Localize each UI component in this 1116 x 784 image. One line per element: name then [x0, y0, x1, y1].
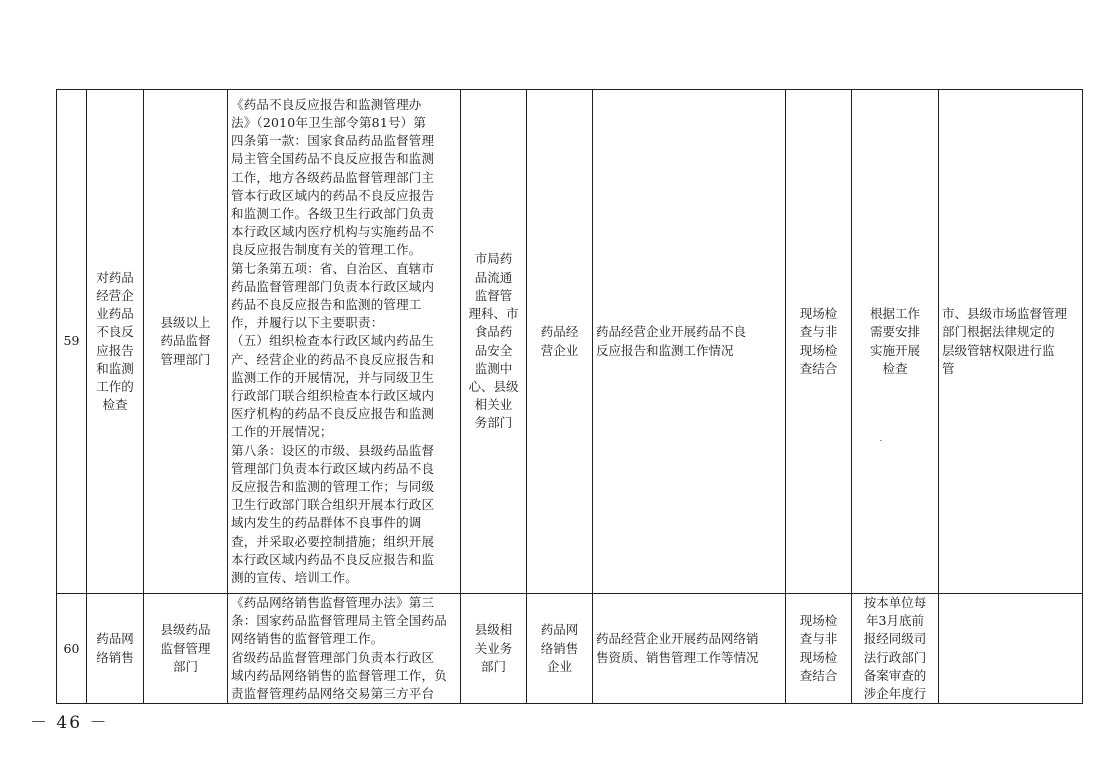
table-row	[57, 594, 1083, 704]
inspection-table	[56, 89, 1083, 704]
inspection-content: 药品经营企业开展药品不良 反应报告和监测工作情况	[593, 90, 786, 594]
responsible-department: 县级相 关业务 部门	[461, 594, 527, 704]
document-page	[56, 89, 1082, 704]
inspection-item: 药品网 络销售	[87, 594, 144, 704]
legal-basis	[228, 90, 461, 594]
table-row	[57, 90, 1083, 594]
inspection-method: 现场检 查与非 现场检 查结合	[786, 90, 852, 594]
inspection-frequency: 根据工作 需要安排 实施开展 检查	[852, 90, 939, 594]
implementing-level: 县级以上 药品监督 管理部门	[144, 90, 228, 594]
row-number: 60	[57, 594, 87, 704]
legal-basis-paragraph: 第七条第五项：省、自治区、直辖市 药品监督管理部门负责本行政区域内 药品不良反应报告和监测的管理工 作，并履行以下主要职责：	[231, 260, 435, 331]
inspection-object: 药品网 络销售 企业	[527, 594, 593, 704]
implementing-level: 县级药品 监督管理 部门	[144, 594, 228, 704]
inspection-content: 药品经营企业开展药品网络销 售资质、销售管理工作等情况	[593, 594, 786, 704]
inspection-object: 药品经 营企业	[527, 90, 593, 594]
legal-basis	[228, 594, 461, 704]
row-number: 59	[57, 90, 87, 594]
inspection-item: 对药品 经营企 业药品 不良反 应报告 和监测 工作的 检查	[87, 90, 144, 594]
inspection-method: 现场检 查与非 现场检 查结合	[786, 594, 852, 704]
scan-dot	[880, 440, 882, 441]
inspection-frequency: 按本单位每 年3月底前 报经同级司 法行政部门 备案审查的 涉企年度行	[852, 594, 939, 704]
legal-basis-paragraph: 《药品网络销售监督管理办法》第三 条：国家药品监督管理局主管全国药品 网络销售的监督管理工作。 省级药品监督管理部门负责本行政区 域内药品网络销售的监督管理工作，负 责监督管理药品网络交易第三方平台	[231, 595, 447, 702]
responsible-department: 市局药 品流通 监督管 理科、市 食品药 品安全 监测中 心、县级 相关业 务部门	[461, 90, 527, 594]
remark: 市、县级市场监督管理 部门根据法律规定的 层级管辖权限进行监 管	[939, 90, 1083, 594]
legal-basis-paragraph: 《药品不良反应报告和监测管理办 法》（2010年卫生部令第81号）第 四条第一款：国家食品药品监督管理 局主管全国药品不良反应报告和监测 工作，地方各级药品监督管理部门主 管本行政区域内的药品不良反应报告 和监测工作。各级卫生行政部门负责 本行政区域内医疗机构与实施药品不 良反应报告制度有关的管理工作。	[231, 96, 435, 258]
legal-basis-paragraph: （五）组织检查本行政区域内药品生 产、经营企业的药品不良反应报告和 监测工作的开展情况，并与同级卫生 行政部门联合组织检查本行政区域内 医疗机构的药品不良反应报告和监测 工作的开展情况；	[231, 333, 435, 440]
page-number: － 46 －	[30, 713, 109, 733]
legal-basis-paragraph: 第八条：设区的市级、县级药品监督 管理部门负责本行政区域内药品不良 反应报告和监测的管理工作；与同级 卫生行政部门联合组织开展本行政区 域内发生的药品群体不良事件的调 查，并采取必要控制措施；组织开展 本行政区域内药品不良反应报告和监 测的宣传、培训工作。	[231, 442, 435, 586]
remark	[939, 594, 1083, 704]
